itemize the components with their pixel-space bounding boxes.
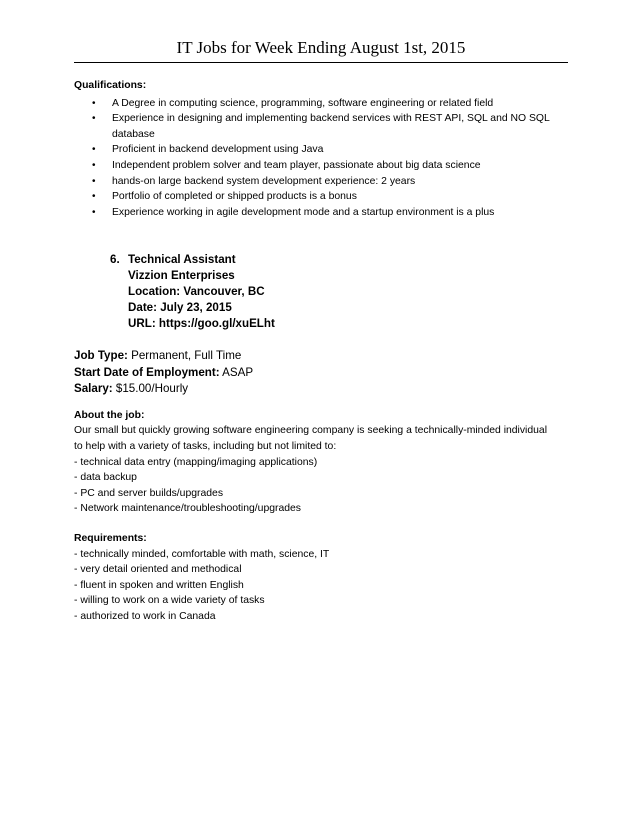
- about-line: - technical data entry (mapping/imaging applications): [74, 456, 318, 468]
- qualifications-list: [74, 96, 574, 221]
- list-item: • Portfolio of completed or shipped products is a bonus: [74, 189, 574, 205]
- start-date-label: Start Date of Employment:: [74, 365, 220, 379]
- about-line: - data backup: [74, 472, 137, 484]
- job-listing-header: [74, 252, 574, 332]
- job-date: Date: July 23, 2015: [128, 301, 232, 315]
- about-line: to help with a variety of tasks, including but not limited to:: [74, 441, 337, 453]
- job-meta: [74, 348, 574, 398]
- list-item: • A Degree in computing science, programming, software engineering or related field: [74, 96, 574, 112]
- about-line: - Network maintenance/troubleshooting/upgrades: [74, 503, 301, 515]
- list-item: • hands-on large backend system development experience: 2 years: [74, 174, 574, 190]
- salary-label: Salary:: [74, 382, 113, 396]
- salary-value: $15.00/Hourly: [112, 382, 189, 396]
- requirement-line: - authorized to work in Canada: [74, 610, 216, 622]
- qualifications-heading: Qualifications:: [74, 80, 147, 91]
- job-number: 6.: [110, 253, 120, 267]
- job-type-line: [74, 348, 574, 365]
- page-header-title: IT Jobs for Week Ending August 1st, 2015: [176, 38, 466, 57]
- salary-line: [74, 381, 574, 398]
- list-item: • Proficient in backend development using Java: [74, 142, 574, 158]
- requirement-line: - willing to work on a wide variety of tasks: [74, 595, 265, 607]
- list-item: • Experience in designing and implementing backend services with REST API, SQL and NO SQL database: [74, 111, 574, 142]
- about-line: Our small but quickly growing software engineering company is seeking a technically-minded individual: [74, 425, 548, 437]
- job-type-label: Job Type:: [74, 349, 128, 363]
- requirement-line: - technically minded, comfortable with math, science, IT: [74, 548, 330, 560]
- requirement-line: - fluent in spoken and written English: [74, 579, 244, 591]
- list-item: • Experience working in agile development mode and a startup environment is a plus: [74, 205, 574, 221]
- requirement-line: - very detail oriented and methodical: [74, 564, 242, 576]
- job-company: Vizzion Enterprises: [128, 269, 235, 283]
- about-line: - PC and server builds/upgrades: [74, 487, 224, 499]
- list-item: • Independent problem solver and team player, passionate about big data science: [74, 158, 574, 174]
- page-content: [74, 78, 574, 625]
- requirements-heading: Requirements:: [74, 533, 147, 544]
- job-location: Location: Vancouver, BC: [128, 285, 265, 299]
- job-type-value: Permanent, Full Time: [127, 349, 242, 363]
- about-section: [74, 408, 574, 517]
- header-divider: [74, 62, 568, 63]
- start-date-value: ASAP: [219, 365, 254, 379]
- job-title: Technical Assistant: [128, 253, 236, 267]
- start-date-line: [74, 365, 574, 382]
- about-heading: About the job:: [74, 409, 145, 421]
- job-url: URL: https://goo.gl/xuELht: [128, 317, 275, 331]
- requirements-section: [74, 531, 574, 625]
